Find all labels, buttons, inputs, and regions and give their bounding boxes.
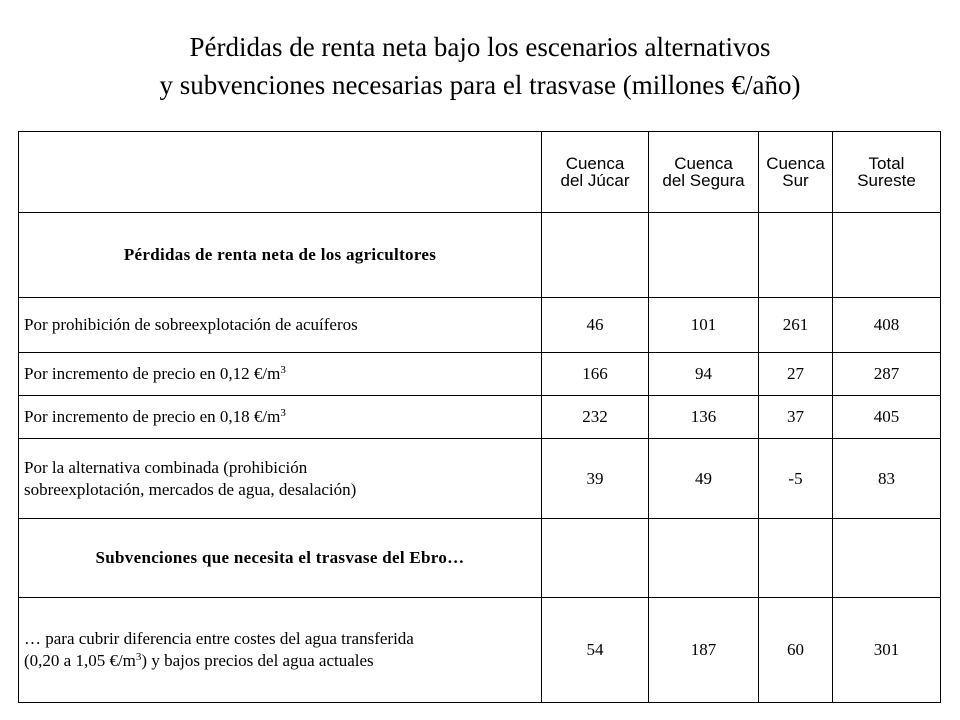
table-row: [19, 353, 941, 396]
page-title: [0, 28, 960, 104]
table-row: [19, 298, 941, 353]
cell-value: 408: [833, 298, 941, 353]
cell-value: 232: [542, 396, 649, 439]
section-row-subsidies: [19, 519, 941, 598]
cell-value: 46: [542, 298, 649, 353]
column-header-segura: Cuenca del Segura: [649, 132, 759, 213]
cell-value: 83: [833, 439, 941, 519]
cell-value: 136: [649, 396, 759, 439]
table-row: [19, 439, 941, 519]
title-line-1: Pérdidas de renta neta bajo los escenarios alternativos: [189, 32, 771, 62]
row-label: Por la alternativa combinada (prohibición sobreexplotación, mercados de agua, desalación): [19, 439, 542, 519]
cell-value: 27: [759, 353, 833, 396]
cell-value: 54: [542, 598, 649, 703]
cell-value: 166: [542, 353, 649, 396]
empty-corner-cell: [19, 132, 542, 213]
row-label: … para cubrir diferencia entre costes del agua transferida (0,20 a 1,05 $€/m^3$) y bajos precios del agua actuales: [19, 598, 542, 703]
cell-value: 101: [649, 298, 759, 353]
column-header-jucar: Cuenca del Júcar: [542, 132, 649, 213]
column-header-sur: Cuenca Sur: [759, 132, 833, 213]
cell-value: 287: [833, 353, 941, 396]
section-row-losses: [19, 213, 941, 298]
table-row: [19, 598, 941, 703]
cell-value: 60: [759, 598, 833, 703]
cell-value: 94: [649, 353, 759, 396]
column-header-total: Total Sureste: [833, 132, 941, 213]
row-label: Por incremento de precio en 0,18 $€/m^3$: [19, 396, 542, 439]
row-label: Por incremento de precio en 0,12 $€/m^3$: [19, 353, 542, 396]
cell-value: 39: [542, 439, 649, 519]
cell-value: 405: [833, 396, 941, 439]
section-heading-losses: Pérdidas de renta neta de los agricultores: [19, 213, 542, 298]
row-label: Por prohibición de sobreexplotación de acuíferos: [19, 298, 542, 353]
header-row: [19, 132, 941, 213]
title-line-2: y subvenciones necesarias para el trasvase (millones €/año): [159, 70, 801, 100]
data-table: [18, 131, 941, 703]
cell-value: 49: [649, 439, 759, 519]
cell-value: -5: [759, 439, 833, 519]
table-row: [19, 396, 941, 439]
cell-value: 261: [759, 298, 833, 353]
cell-value: 37: [759, 396, 833, 439]
section-heading-subsidies: Subvenciones que necesita el trasvase del Ebro…: [19, 519, 542, 598]
cell-value: 301: [833, 598, 941, 703]
cell-value: 187: [649, 598, 759, 703]
